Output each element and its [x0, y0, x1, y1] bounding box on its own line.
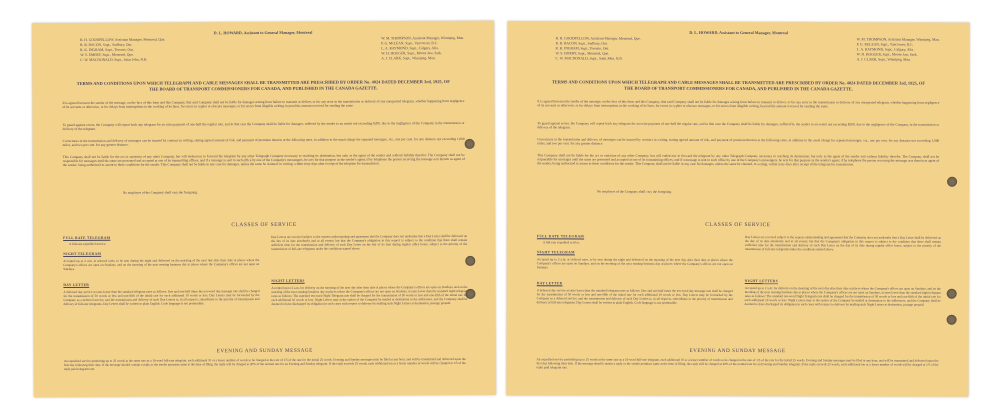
section-text-night-letters: Accepted up to 2 a.m. for delivery on the morning of the next day after their date at places where the Company's offices are open on Sundays, and on the morning of the next ensuing business day at places where the Company's offices are not open on Sundays, at rates lower than the standard night telegram rates as follows: The standard ten-word Night Telegram rate shall be charged for the transmission of 50 words or less and one-fifth of the initial rate for each additional 10 words or less. Night Letters may at the option of the Company be mailed at destination to the addressees, and the Company shall be deemed to have discharged its obligation in such cases with respect to delivery by mailing such Night Letters at destination, postage prepaid.: [271, 284, 468, 306]
section-title-day-letter: DAY LETTER: [536, 281, 563, 286]
terms-paragraph: It is agreed between the sender of the message, on the face of this form and this Company, that said Company shall not be liable for damages arising from failure to transmit or deliver, or for any error in the transmission or delivery of any unrepeated telegram, whether happening from negligence of its servants or otherwise, or for delays from interruptions in the working of its lines, for errors in cypher or obscure messages, or for errors from illegible writing, beyond the amount received for sending the same.: [62, 98, 465, 110]
day-letter-conditions: Day Letters are received subject to the express understanding and agreement that the Company does not undertake that a Day Letter shall be delivered on the day of its date absolutely and at all events; but that the Company's obligation in this respect is subject to the condition that there shall remain sufficient time for the transmission and delivery of such Day Letter on the day of its date during regular office hours, subject to the priority of the transmission of full-rate telegrams under the conditions named above.: [744, 235, 941, 252]
section-text-day-letter: A deferred day service at rates lower than the standard telegram rates as follows: One and one-half times the ten-word day message rate shall be charged for the transmission of 50 words or less and one-fifth of the initial rate for each additional 10 words or less. Day Letters may be forwarded by the Company as a deferred service, and the transmission and delivery of such Day Letters is, in all respects, subordinate to the priority of transmission and delivery of full-rate telegrams. Day Letters shall be written in plain English. Code language is not permissible.: [536, 288, 733, 305]
terms-title: TERMS AND CONDITIONS UPON WHICH TELEGRAPH AND CABLE MESSAGES SHALL BE TRANSMITTED ARE PRESCRIBED BY ORDER No. 4024 DATED DECEMBER 3rd, 1925, OF THE BOARD OF TRANSPORT COMMISSIONERS FOR CANADA, AND PUBLISHED IN THE CANADA GAZETTE.: [551, 79, 926, 91]
officers-list: [80, 36, 464, 63]
section-text-full-rate: A full-rate expedited service.: [69, 241, 107, 247]
evening-sunday-heading: EVENING AND SUNDAY MESSAGE: [689, 347, 786, 355]
section-text-night-telegram: Accepted up to 2 a.m. at reduced rates, to be sent during the night and delivered on the morning of the next day after their date at places where the Company's offices are open on Sundays, and on the morning of the next ensuing business day at places where the Company's offices are not open on Sundays.: [63, 258, 260, 272]
terms-paragraph: No employee of the Company shall vary the foregoing.: [597, 189, 672, 194]
header-top-line: D. L. HOWARD, Assistant to General Manager, Montreal: [689, 29, 788, 36]
terms-paragraph: No employee of the Company shall vary the foregoing.: [122, 190, 198, 195]
section-title-full-rate: FULL RATE TELEGRAM: [63, 235, 111, 241]
punch-hole: [465, 139, 475, 149]
section-title-night-telegram: NIGHT TELEGRAM: [536, 250, 575, 255]
terms-paragraph: This Company shall not be liable for the act or omission of any other Company, but will endeavour to forward the telegram by any other Telegraph Company necessary to reaching its destination, but only as the agent of the sender and without liability therefor. The Company shall not be responsible for messages until the same are presented and accepted at one of its transmitting offices; and if a message is sent to such office by one of the Company's messengers, he acts for that purpose as the sender's agent; if by telephone the person receiving the message acts therein as agent of the sender, being authorized to assent to these conditions for the sender. This Company shall not be liable in any case for damages, unless the same be claimed, in writing, within sixty days after receipt of the telegram for transmission.: [537, 153, 940, 167]
terms-paragraph: To guard against errors, the Company will repeat back any telegram for an extra payment of one-half the regular rate, and in that case the Company shall be liable for damages, suffered by the sender to an extent not exceeding $200, due to the negligence of the Company in the transmission or delivery of the telegram.: [62, 120, 465, 132]
evening-sunday-text: An expedited service permitting up to 25 words at the same rate as a 10-word full-rate telegram, each additional 10 or a lesser number of words to be charged at the rate of 1/5 of the rate for the initial 25 words. Evening and Sunday messages may be filed at any hour, and will be transmitted and delivered upon the first day following their date. If the message should contain a reply or the sender promises same at the time of filing, the reply will be charged at 20% of the normal rate for an Evening and Sunday telegram. If the reply exceeds 25 words, each additional ten or a lesser number of words will be charged at 1/5 of the reply paid telegram rate.: [63, 356, 466, 372]
punch-hole: [465, 256, 475, 266]
evening-sunday-text: An expedited service permitting up to 25 words at the same rate as a 10-word full-rate telegram, each additional 10 or a lesser number of words to be charged at the rate of 1/5 of the rate for the initial 25 words. Evening and Sunday messages may be filed at any hour, and will be transmitted and delivered upon the first day following their date. If the message should contain a reply or the sender promises same at the time of filing, the reply will be charged at 20% of the normal rate for an Evening and Sunday telegram. If the reply exceeds 25 words, each additional ten or a lesser number of words will be charged at 1/5 of the reply paid telegram rate.: [536, 357, 939, 370]
punch-hole: [947, 315, 957, 325]
terms-paragraph: It is agreed between the sender of the message, on the face of this form and this Company, that said Company shall not be liable for damages arising from failure to transmit or deliver, or for any error in the transmission or delivery of any unrepeated telegram, whether happening from negligence of its servants or otherwise, or for delays from interruptions in the working of its lines, for errors in cypher or obscure messages, or for errors from illegible writing, beyond the amount received for sending the same.: [537, 99, 940, 109]
section-title-day-letter: DAY LETTER: [63, 282, 90, 288]
section-text-night-letters: Accepted up to 2 a.m. for delivery on the morning of the next day after their date at places where the Company's offices are open on Sundays, and on the morning of the next ensuing business day at places where the Company's offices are not open on Sundays, at rates lower than the standard night telegram rates as follows: The standard ten-word Night Telegram rate shall be charged for the transmission of 50 words or less and one-fifth of the initial rate for each additional 10 words or less. Night Letters may at the option of the Company be mailed at destination to the addressees, and the Company shall be deemed to have discharged its obligation in such cases with respect to delivery by mailing such Night Letters at destination, postage prepaid.: [744, 286, 941, 307]
officers-right-column: W. M. THOMPSON, Assistant Manager, Winnipeg, Man. P. G. McLEAN, Supt., Vancouver, B.C. L. A. RAYMOND, Supt., Calgary, Alta. W. H. HOGGER, Supt., Moose Jaw, Sask. A. J. CLARK, Supt., Winnipeg, Man.: [856, 37, 940, 62]
officers-list: [556, 36, 940, 62]
section-title-night-letters: NIGHT LETTERS: [744, 279, 779, 284]
terms-paragraph: This Company shall not be liable for the act or omission of any other Company, but will endeavour to forward the telegram by any other Telegraph Company necessary to reaching its destination, but only as the agent of the sender and without liability therefor. The Company shall not be responsible for messages until the same are presented and accepted at one of its transmitting offices; and if a message is sent to such office by one of the Company's messengers, he acts for that purpose as the sender's agent; if by telephone the person receiving the message acts therein as agent of the sender, being authorized to assent to these conditions for the sender. This Company shall not be liable in any case for damages, unless the same be claimed, in writing, within sixty days after receipt of the telegram for transmission.: [62, 152, 465, 168]
terms-paragraph: Correctness in the transmission and delivery of messages can be insured by contract in writing, stating agreed amount of risk, and payment of premium thereon at the following rates, in addition to the usual charge for repeated messages, viz., one per cent. for any distance not exceeding 1,000 miles, and two per cent. for any greater distance.: [537, 137, 940, 146]
terms-paragraph: To guard against errors, the Company will repeat back any telegram for an extra payment of one-half the regular rate, and in that case the Company shall be liable for damages, suffered by the sender to an extent not exceeding $200, due to the negligence of the Company in the transmission or delivery of the telegram.: [537, 121, 940, 130]
terms-paragraph: Correctness in the transmission and delivery of messages can be insured by contract in writing, stating agreed amount of risk, and payment of premium thereon at the following rates, in addition to the usual charge for repeated messages, viz., one per cent. for any distance not exceeding 1,000 miles, and two per cent. for any greater distance.: [62, 136, 465, 148]
officers-left-column: R. H. GOODFELLOW, Assistant Manager, Montreal, Que. R. R. BACON, Supt., Sudbury, Ont. R. K. INGRAM, Supt., Toronto, Ont. W. S. EMERY, Supt., Montreal, Que. C. W. MACDONALD, Supt., Saint John, N.B.: [80, 37, 166, 62]
telegram-form-page-right: [506, 21, 969, 397]
punch-hole: [947, 177, 957, 187]
punch-hole: [947, 289, 957, 299]
day-letter-conditions: Day Letters are received subject to the express understanding and agreement that the Company does not undertake that a Day Letter shall be delivered on the day of its date absolutely and at all events; but that the Company's obligation in this respect is subject to the condition that there shall remain sufficient time for the transmission and delivery of such Day Letter on the day of its date during regular office hours, subject to the priority of the transmission of full-rate telegrams under the conditions named above.: [271, 233, 468, 251]
header-top-line: D. L. HOWARD, Assistant to General Manager, Montreal: [213, 29, 313, 36]
section-title-night-telegram: NIGHT TELEGRAM: [63, 251, 102, 257]
section-text-night-telegram: Accepted up to 2 a.m. at reduced rates, to be sent during the night and delivered on the morning of the next day after their date at places where the Company's offices are open on Sundays, and on the morning of the next ensuing business day at places where the Company's offices are not open on Sundays.: [536, 257, 733, 270]
section-text-full-rate: A full-rate expedited service.: [542, 240, 580, 245]
telegram-form-page-left: [32, 21, 496, 397]
section-title-full-rate: FULL RATE TELEGRAM: [536, 234, 585, 239]
evening-sunday-heading: EVENING AND SUNDAY MESSAGE: [216, 347, 313, 355]
classes-of-service-heading: CLASSES OF SERVICE: [705, 221, 771, 229]
section-title-night-letters: NIGHT LETTERS: [271, 278, 305, 283]
officers-left-column: R. H. GOODFELLOW, Assistant Manager, Montreal, Que. R. R. BACON, Supt., Sudbury, Ont. R. K. INGRAM, Supt., Toronto, Ont. W. S. EMERY, Supt., Montreal, Que. C. W. MACDONALD, Supt., Saint John, N.B.: [555, 36, 641, 61]
classes-of-service-heading: CLASSES OF SERVICE: [231, 221, 297, 229]
section-text-day-letter: A deferred day service at rates lower than the standard telegram rates as follows: One and one-half times the ten-word day message rate shall be charged for the transmission of 50 words or less and one-fifth of the initial rate for each additional 10 words or less. Day Letters may be forwarded by the Company as a deferred service, and the transmission and delivery of such Day Letters is, in all respects, subordinate to the priority of transmission and delivery of full-rate telegrams. Day Letters shall be written in plain English. Code language is not permissible.: [63, 289, 260, 307]
officers-right-column: W. M. THOMPSON, Assistant Manager, Winnipeg, Man. P. G. McLEAN, Supt., Vancouver, B.C. L. A. RAYMOND, Supt., Calgary, Alta. W. H. HOGGER, Supt., Moose Jaw, Sask. A. J. CLARK, Supt., Winnipeg, Man.: [381, 35, 465, 61]
terms-title: TERMS AND CONDITIONS UPON WHICH TELEGRAPH AND CABLE MESSAGES SHALL BE TRANSMITTED ARE PRESCRIBED BY ORDER No. 4024 DATED DECEMBER 3rd, 1925, OF THE BOARD OF TRANSPORT COMMISSIONERS FOR CANADA, AND PUBLISHED IN THE CANADA GAZETTE.: [76, 79, 450, 92]
